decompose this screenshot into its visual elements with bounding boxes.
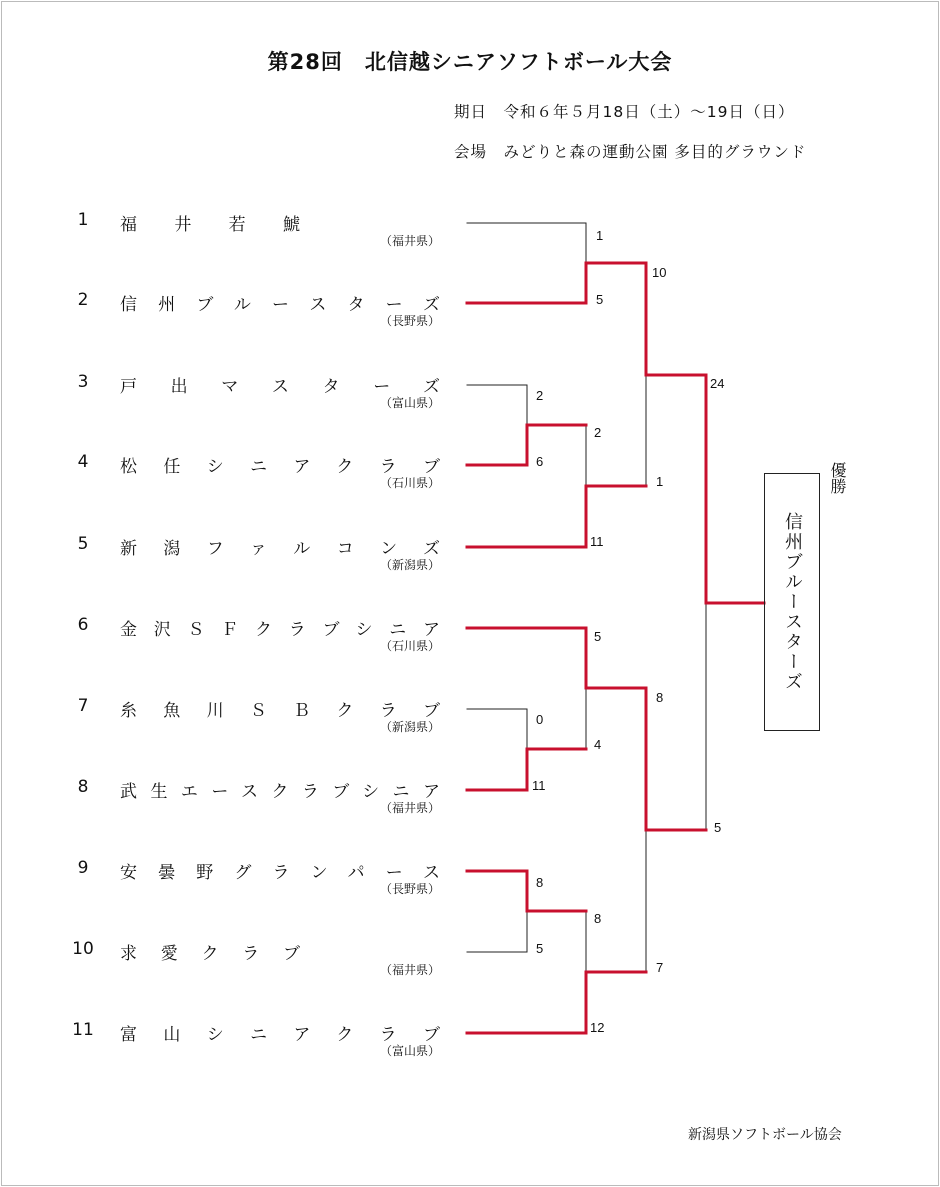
team-number: 8 [77, 777, 89, 797]
team-name: 新潟ファルコンズ [120, 539, 440, 559]
match-score: 10 [652, 265, 667, 280]
match-score: 2 [536, 388, 544, 403]
team-prefecture: （長野県） [379, 314, 440, 328]
team-number: 7 [77, 696, 89, 716]
team-prefecture: （富山県） [379, 1044, 440, 1058]
team-number: 4 [77, 452, 89, 472]
match-score: 5 [594, 629, 602, 644]
match-score: 8 [656, 690, 664, 705]
match-score: 5 [536, 941, 544, 956]
team-prefecture: （富山県） [379, 396, 440, 410]
team-prefecture: （長野県） [379, 882, 440, 896]
match-score: 11 [590, 534, 604, 549]
match-score: 8 [594, 911, 602, 926]
team-name: 武生エースクラブシニア [120, 782, 440, 802]
team-number: 5 [77, 534, 89, 554]
team-name: 安曇野グランパース [120, 863, 440, 883]
match-score: 0 [536, 712, 544, 727]
match-score: 5 [596, 292, 604, 307]
match-score: 12 [590, 1020, 605, 1035]
team-name: 求愛クラブ [120, 944, 300, 964]
team-prefecture: （新潟県） [379, 558, 440, 572]
match-score: 1 [656, 474, 664, 489]
match-score: 2 [594, 425, 602, 440]
match-score: 5 [714, 820, 722, 835]
footer-organizer: 新潟県ソフトボール協会 [688, 1127, 842, 1143]
team-prefecture: （福井県） [379, 801, 440, 815]
champion-name: 信州ブルースターズ [782, 512, 803, 692]
team-name: 福井若鯱 [120, 215, 300, 235]
match-score: 24 [710, 376, 725, 391]
match-score: 7 [656, 960, 664, 975]
event-date: 期日 令和６年５月18日（土）～19日（日） [454, 103, 795, 121]
team-name: 糸魚川ＳＢクラブ [120, 701, 440, 721]
team-name: 金沢ＳＦクラブシニア [120, 620, 440, 640]
team-number: 6 [77, 615, 89, 635]
team-number: 9 [77, 858, 89, 878]
team-name: 信州ブルースターズ [120, 295, 440, 315]
match-score: 1 [596, 228, 604, 243]
page-title: 第28回 北信越シニアソフトボール大会 [267, 50, 673, 74]
champion-label: 優勝 [828, 462, 847, 494]
event-venue: 会場 みどりと森の運動公園 多目的グラウンド [454, 143, 807, 161]
match-score: 11 [532, 778, 546, 793]
team-prefecture: （石川県） [379, 476, 440, 490]
team-number: 10 [72, 939, 94, 959]
team-number: 3 [77, 372, 89, 392]
match-score: 6 [536, 454, 544, 469]
team-number: 2 [77, 290, 89, 310]
team-prefecture: （福井県） [379, 963, 440, 977]
team-name: 戸出マスターズ [120, 377, 440, 397]
match-score: 8 [536, 875, 544, 890]
team-prefecture: （福井県） [379, 234, 440, 248]
team-number: 1 [77, 210, 89, 230]
team-name: 松任シニアクラブ [120, 457, 440, 477]
team-number: 11 [72, 1020, 94, 1040]
champion-box [764, 473, 820, 731]
team-name: 富山シニアクラブ [120, 1025, 440, 1045]
team-prefecture: （石川県） [379, 639, 440, 653]
team-prefecture: （新潟県） [379, 720, 440, 734]
match-score: 4 [594, 737, 602, 752]
